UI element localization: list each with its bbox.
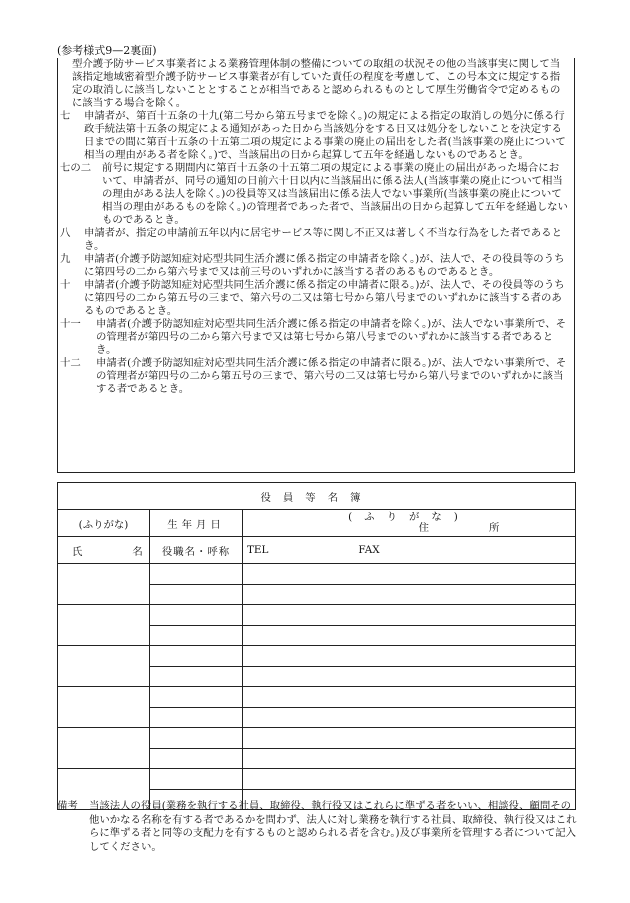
furigana-header: (ふりがな) [58, 510, 150, 537]
officer-address-cell[interactable] [243, 769, 576, 790]
address-header [243, 510, 576, 537]
officer-address-cell[interactable] [243, 605, 576, 626]
officer-birthdate-cell[interactable] [150, 728, 243, 749]
address-label-2: 所 [489, 522, 500, 534]
clause-number: 十一 [60, 318, 81, 330]
officers-table-title: 役員等名簿 [58, 483, 576, 510]
clause-number: 九 [60, 253, 71, 265]
clause-12 [60, 357, 568, 396]
address-furigana-label: (ふりがな) [348, 511, 470, 523]
officer-contact-cell[interactable] [243, 748, 576, 769]
officer-contact-cell[interactable] [243, 584, 576, 605]
officer-name-cell[interactable] [58, 605, 150, 646]
clause-number: 十二 [60, 357, 81, 369]
officer-role-cell[interactable] [150, 707, 243, 728]
officer-address-cell[interactable] [243, 646, 576, 667]
clause-text: 申請者(介護予防認知症対応型共同生活介護に係る指定の申請者に限る。)が、法人で、その役員等のうちに第四号の二から第五号の三まで、第六号の二又は第七号から第八号までのいずれかに該当する者のあるものであるとき。 [84, 279, 565, 317]
clause-number: 八 [60, 227, 71, 239]
officer-birthdate-cell[interactable] [150, 646, 243, 667]
clause-text: 前号に規定する期間内に第百十五条の十五第二項の規定による事業の廃止の届出があった場合において、申請者が、同号の通知の日前六十日以内に当該届出に係る法人(当該事業の廃止について相当の理由がある法人を除く。)の役員等又は当該届出に係る法人でない事業所(当該事業の廃止について相当の理由があるものを除く。)の管理者であった者で、当該届出の日から起算して五年を経過しないものであるとき。 [102, 162, 568, 226]
role-header: 役職名・呼称 [150, 537, 243, 564]
clause-number: 七の二 [60, 162, 92, 174]
officer-contact-cell[interactable] [243, 666, 576, 687]
officer-name-cell[interactable] [58, 646, 150, 687]
clause-7-2 [60, 162, 568, 227]
officers-table [57, 482, 576, 810]
officer-address-cell[interactable] [243, 728, 576, 749]
clause-text: 申請者(介護予防認知症対応型共同生活介護に係る指定の申請者に限る。)が、法人でない事業所で、その管理者が第四号の二から第五号の三まで、第六号の二又は第七号から第八号までのいずれかに該当する者であるとき。 [96, 357, 567, 395]
clause-11 [60, 318, 568, 357]
name-header [58, 537, 150, 564]
remarks-label: 備考 [57, 800, 78, 812]
officer-role-cell[interactable] [150, 666, 243, 687]
disqualification-clauses [57, 58, 575, 473]
officer-birthdate-cell[interactable] [150, 687, 243, 708]
clause-text: 申請者が、第百十五条の十九(第二号から第五号までを除く。)の規定による指定の取消しの処分に係る行政手続法第十五条の規定による通知があった日から当該処分をする日又は処分をしないことを決定する日までの間に第百十五条の十五第二項の規定による事業の廃止の届出をした者(当該事業の廃止について相当の理由がある者を除く。)で、当該届出の日から起算して五年を経過しないものであるとき。 [84, 110, 566, 161]
officer-birthdate-cell[interactable] [150, 605, 243, 626]
officer-role-cell[interactable] [150, 584, 243, 605]
officer-name-cell[interactable] [58, 564, 150, 605]
officer-birthdate-cell[interactable] [150, 769, 243, 790]
clause-text: 申請者(介護予防認知症対応型共同生活介護に係る指定の申請者を除く。)が、法人で、その役員等のうちに第四号の二から第六号まで又は前三号のいずれかに該当する者のあるものであるとき。 [84, 253, 565, 278]
clause-text: 型介護予防サービス事業者による業務管理体制の整備についての取組の状況その他の当該事実に関して当該指定地域密着型介護予防サービス事業者が有していた責任の程度を考慮して、この号本文に規定する指定の取消しに該当しないこととすることが相当であると認められるものとして厚生労働省令で定めるものに該当する場合を除く。 [72, 58, 561, 109]
officer-role-cell[interactable] [150, 748, 243, 769]
clause-10 [60, 279, 568, 318]
clause-9 [60, 253, 568, 279]
name-label-1: 氏 [72, 545, 83, 558]
clause-number: 七 [60, 110, 71, 122]
tel-label: TEL [247, 544, 269, 556]
officer-contact-cell[interactable] [243, 707, 576, 728]
officer-contact-cell[interactable] [243, 625, 576, 646]
officer-address-cell[interactable] [243, 687, 576, 708]
officer-name-cell[interactable] [58, 728, 150, 769]
clause-text: 申請者が、指定の申請前五年以内に居宅サービス等に関し不正又は著しく不当な行為をした者であるとき。 [84, 227, 562, 252]
officer-name-cell[interactable] [58, 687, 150, 728]
form-reference-label: (参考様式9—2裏面) [57, 44, 157, 57]
remarks [57, 800, 577, 854]
contact-header [243, 537, 576, 564]
officer-role-cell[interactable] [150, 625, 243, 646]
officer-birthdate-cell[interactable] [150, 564, 243, 585]
birthdate-header: 生年月日 [150, 510, 243, 537]
remarks-text: 当該法人の役員(業務を執行する社員、取締役、執行役又はこれらに準ずる者をいい、相談役、顧問その他いかなる名称を有する者であるかを問わず、法人に対し業務を執行する社員、取締役、執行役又はこれらに準ずる者と同等の支配力を有するものと認められる者を含む。)及び事業所を管理する者について記入してください。 [89, 800, 577, 853]
address-label-1: 住 [418, 522, 430, 534]
clause-number: 十 [60, 279, 71, 291]
officer-address-cell[interactable] [243, 564, 576, 585]
clause-7 [60, 110, 568, 162]
clause-text: 申請者(介護予防認知症対応型共同生活介護に係る指定の申請者を除く。)が、法人でない事業所で、その管理者が第四号の二から第六号まで又は第七号から第八号までのいずれかに該当する者であるとき。 [96, 318, 567, 356]
fax-label: FAX [358, 544, 380, 556]
clause-8 [60, 227, 568, 253]
clause-continuation [60, 58, 568, 110]
name-label-2: 名 [132, 545, 143, 558]
